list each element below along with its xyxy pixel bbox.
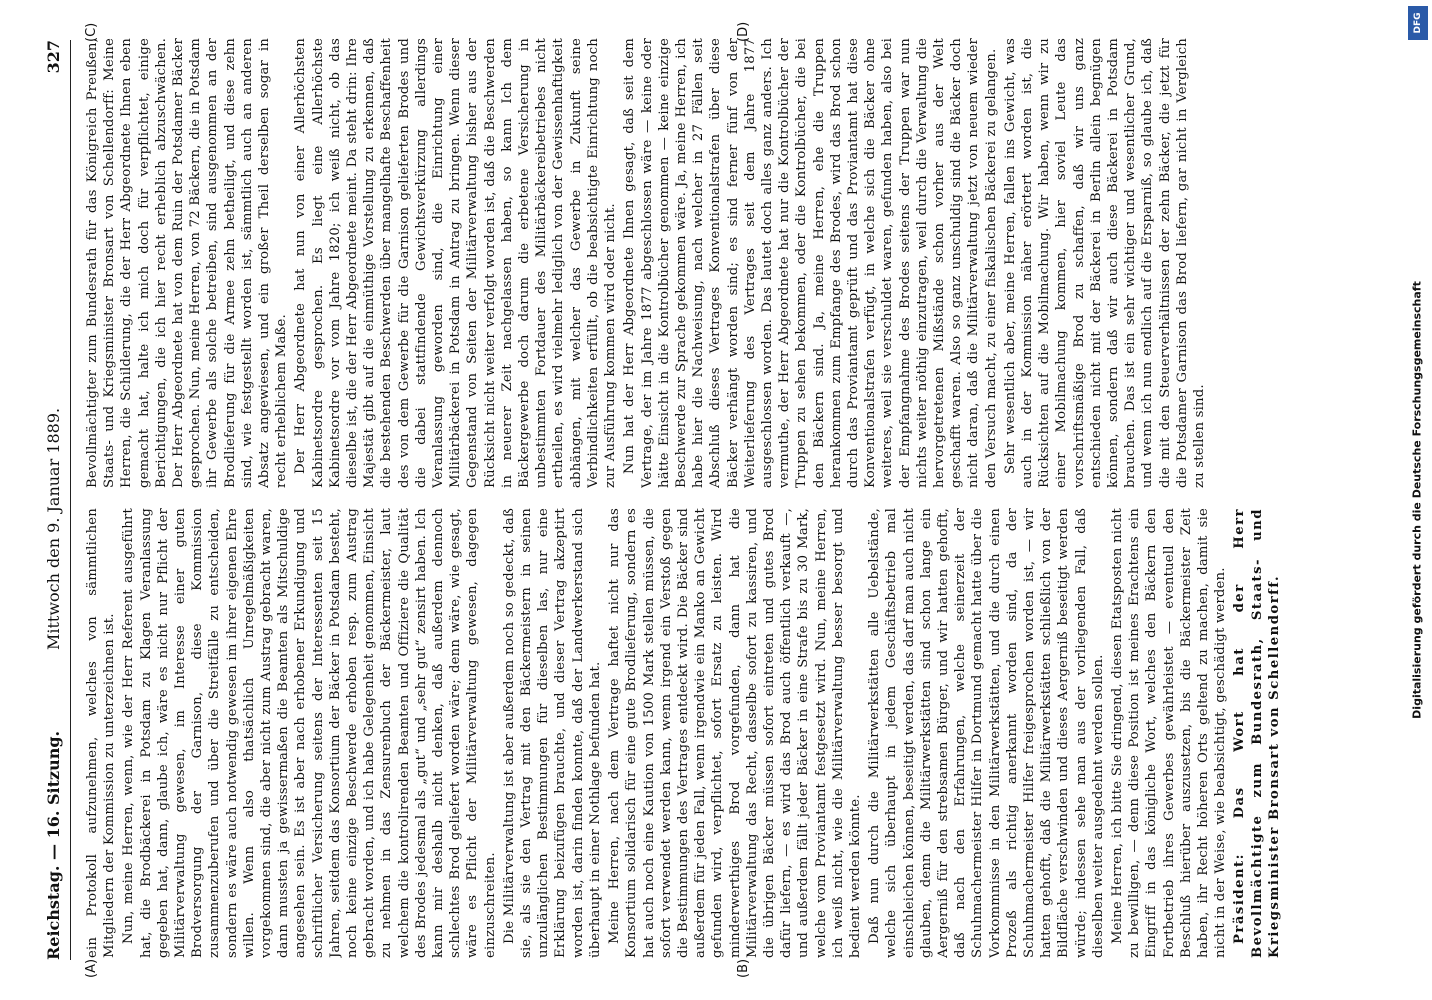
header-date: Mittwoch den 9. Januar 1889. [44,407,63,650]
margin-mark-d: (D) [736,21,751,42]
dfg-logo-text: DFG [1413,12,1423,34]
page-header [36,20,76,980]
left-text-column [84,508,1374,958]
paragraph: ein Protokoll aufzunehmen, welches von sämmtlichen Mitgliedern der Kommission zu unterzeichnen ist. [85,508,118,958]
paragraph: Daß nun durch die Militärwerkstätten alle Uebelstände, welche sich überhaupt in jedem Geschäftsbetrieb mal einschleichen können, beseitigt werden, das darf man auch nicht glauben, denn die Militärwerkstätten sind schon lange ein Aergerniß für den strebsamen Bürger, und wir hatten gehofft, daß nach den Erfahrungen, welche seinerzeit der Schuhmachermeister Hilfer in Dortmund gemacht hatte über die Vorkommnisse in den Militärwerkstätten, und die durch einen Prozeß als richtig anerkannt worden sind, da der Schuhmachermeister Hilfer freigesprochen worden ist, — wir hatten gehofft, daß die Militärwerkstätten schließlich von der Bildfläche verschwinden und dieses Aergerniß beseitigt werden würde; indessen sehe man aus der vorliegenden Fall, daß dieselben weiter ausgedehnt werden sollen. [867,508,1106,958]
header-rule [70,40,71,960]
header-session: Reichstag. — 16. Sitzung. [44,730,63,960]
credit-text: Digitalisierung gefördert durch die Deutsche Forschungsgemeinschaft [1410,281,1424,719]
margin-mark-a: (A) [84,958,99,978]
digitization-credit [1402,0,1432,1000]
page-number: 327 [44,40,63,74]
paragraph: Nun hat der Herr Abgeordnete Ihnen gesagt, daß seit dem Vertrage, der im Jahre 1877 abgeschlossen wäre — keine oder hätte Einsicht in die Kontrolbücher genommen — keine einzige Beschwerde zur Sprache gekommen wäre. Ja, meine Herren, ich habe hier die Nachweisung, nach welcher in 27 Fällen seit Abschluß dieses Vertrages Konventionalstrafen über diese Bäcker verhängt worden sind; es sind ferner fünf von der Weiterlieferung des Vertrages seit dem Jahre 1877 ausgeschlossen worden. Das lautet doch alles ganz anders. Ich vermuthe, der Herr Abgeordnete hat nur die Kontrolbücher der Truppen zu sehen bekommen, oder die Kontrolbücher, die bei den Bäckern sind. Ja, meine Herren, ehe die Truppen herankommen zum Empfange des Brodes, wird das Brod schon durch das Proviantamt geprüft und das Proviantamt hat diese Konventionalstrafen verfügt, in welche sich die Bäcker ohne weiteres, weil sie verschuldet waren, gefunden haben, also bei der Empfangnahme des Brodes seitens der Truppen war nun nichts weiter nöthig einzutragen, weil durch die Verwaltung die hervorgetretenen Mißstände schon vorher aus der Welt geschafft waren. Also so ganz unschuldig sind die Bäcker doch nicht daran, daß die Militärverwaltung jetzt von neuem wieder den Versuch macht, zu einer fiskalischen Bäckerei zu gelangen. [622,38,999,488]
dfg-logo [1408,6,1428,40]
right-text-column [84,38,1374,488]
paragraph: Meine Herren, nach dem Vertrage haftet nicht nur das Konsortium solidarisch für eine gute Brodlieferung, sondern es hat auch noch eine Kaution von 1500 Mark stellen müssen, die sofort verwendet werden kann, wenn irgend ein Verstoß gegen die Bestimmungen des Vertrages entdeckt wird. Die Bäcker sind außerdem für jeden Fall, wenn irgendwie ein Manko an Gewicht gefunden wird, verpflichtet, sofort Ersatz zu leisten. Wird minderwerthiges Brod vorgefunden, dann hat die Militärverwaltung das Recht, dasselbe sofort zu kassiren, und die übrigen Bäcker müssen sofort eintreten und gutes Brod dafür liefern, — es wird das Brod auch öffentlich verkauft —, und außerdem fällt jeder Bäcker in eine Strafe bis zu 30 Mark, welche vom Proviantamt festgesetzt wird. Nun, meine Herren, ich weiß nicht, wie die Militärverwaltung besser besorgt und bedient werden könnte. [607,508,863,958]
speaker-paragraph: Präsident: Das Wort hat der Herr Bevollmächtigte zum Bundesrath, Staats- und Kriegsminister Bronsart von Schellendorff. [1232,508,1282,958]
paragraph: Nun, meine Herren, wenn, wie der Herr Referent ausgeführt hat, die Brodbäckerei in Potsdam zu Klagen Veranlassung gegeben hat, dann, glaube ich, wäre es nicht nur Pflicht der Militärverwaltung gewesen, im Interesse einer guten Brodversorgung der Garnison, diese Kommission zusammenzuberufen und über die Streitfälle zu entscheiden, sondern es wäre auch notwendig gewesen im ihrer eigenen Ehre willen. Wenn also thatsächlich Unregelmäßigkeiten vorgekommen sind, die aber nicht zum Austrag gebracht waren, dann mussten ja gewissermaßen die Beamten als Mitschuldige angesehen sein. Es ist aber nach erhobener Erkundigung und schriftlicher Versicherung seitens der Interessenten seit 15 Jahren, seitdem das Konsortium der Bäcker in Potsdam besteht, noch keine einzige Beschwerde erhoben resp. zum Austrag gebracht worden, und ich habe Gelegenheit genommen, Einsicht zu nehmen in das Zensurenbuch der Bäckermeister, laut welchem die kontrolirenden Beamten und Offiziere die Qualität des Brodes jedesmal als „gut“ und „sehr gut“ zensirt haben. Ich kann mir deshalb nicht denken, daß außerdem dennoch schlechtes Brod geliefert worden wäre; denn wäre, wie gesagt, wäre es Pflicht der Militärverwaltung gewesen, dagegen einzuschreiten. [121,508,498,958]
rotated-document-page [36,20,1396,980]
paragraph: Die Militärverwaltung ist aber außerdem noch so gedeckt, daß sie, als sie den Vertrag mit den Bäckermeistern in seinen unzulänglichen Bestimmungen für dieselben las, nur eine Erklärung beizufügen brauchte, und dieser Vertrag akzeptirt worden ist, darin finden konnte, daß der Landwerkerstand sich überhaupt in einer Nothlage befunden hat. [501,508,603,958]
paragraph: Bevollmächtigter zum Bundesrath für das Königreich Preußen, Staats- und Kriegsminister Bronsart von Schellendorff: Meine Herren, die Schilderung, die der Herr Abgeordnete Ihnen eben gemacht hat, halte ich mich doch für verpflichtet, einige Berichtigungen, die ich hier recht erheblich abzuschwächen. Der Herr Abgeordnete hat von dem Ruin der Potsdamer Bäcker gesprochen. Nun, meine Herren, von 72 Bäckern, die in Potsdam ihr Gewerbe als solche betreiben, sind ausgenommen an der Brodlieferung für die Armee zehn betheiligt, und diese zehn sind, wie festgestellt worden ist, sämmtlich auch an anderen Absatz angewiesen, und ein großer Theil derselben sogar in recht erheblichem Maße. [85,38,290,488]
paragraph: Meine Herren, ich bitte Sie dringend, diesen Etatsposten nicht zu bewilligen, — denn diese Position ist meines Erachtens ein Eingriff in das königliche Wort, welches den Bäckern den Fortbetrieb ihres Gewerbes gewährleistet — eventuell den Beschluß hierüber auszusetzen, bis die Bäckermeister Zeit haben, ihr Recht höheren Orts geltend zu machen, damit sie nicht in der Weise, wie beabsichtigt, geschädigt werden. [1109,508,1229,958]
margin-mark-c: (C) [84,22,99,42]
margin-mark-b: (B) [736,958,751,978]
paragraph: Sehr wesentlich aber, meine Herren, fallen ins Gewicht, was auch in der Kommission näher erörtert worden ist, die Rücksichten auf die Mobilmachung. Wir haben, wenn wir zu einer Mobilmachung kommen, hier soviel Leute das vorschriftsmäßige Brod zu schaffen, daß wir uns ganz entschieden nicht mit der Bäckerei in Berlin allein begnügen können, sondern daß wir auch diese Bäckerei in Potsdam brauchen. Das ist ein sehr wichtiger und wesentlicher Grund, und wenn ich nun endlich auf die Ersparniß, so glaube ich, daß die mit den Steuerverhältnissen der zehn Bäcker, die jetzt für die Potsdamer Garnison das Brod liefern, gar nicht in Vergleich zu stellen sind. [1002,38,1207,488]
paragraph: Der Herr Abgeordnete hat nun von einer Allerhöchsten Kabinetsordre gesprochen. Es liegt eine Allerhöchste Kabinetsordre vor vom Jahre 1820; ich weiß nicht, ob das dieselbe ist, die der Herr Abgeordnete meint. Da steht drin: Ihre Majestät gibt auf die einmüthige Vorstellung zu erkennen, daß die bestehenden Beschwerden über mangelhafte Beschaffenheit des von dem Gewerbe für die Garnison gelieferten Brodes und die dabei stattfindende Gewichtsverkürzung allerdings Veranlassung geworden sind, die Einrichtung einer Militärbäckerei in Potsdam in Antrag zu bringen. Wenn dieser Gegenstand von Seiten der Militärverwaltung bisher aus der Rücksicht nicht weiter verfolgt worden ist, daß die Beschwerden in neuerer Zeit nachgelassen haben, so kann Ich dem Bäckergewerbe doch darum die erbetene Versicherung in unbestimmten Fortdauer des Militärbäckereibetriebes nicht ertheilen, es wird vielmehr lediglich von der Gewissenhaftigkeit abhängen, mit welcher das Gewerbe in Zukunft seine Verbindlichkeiten erfüllt, ob die beabsichtigte Einrichtung noch zur Ausführung kommen wird oder nicht. [293,38,619,488]
